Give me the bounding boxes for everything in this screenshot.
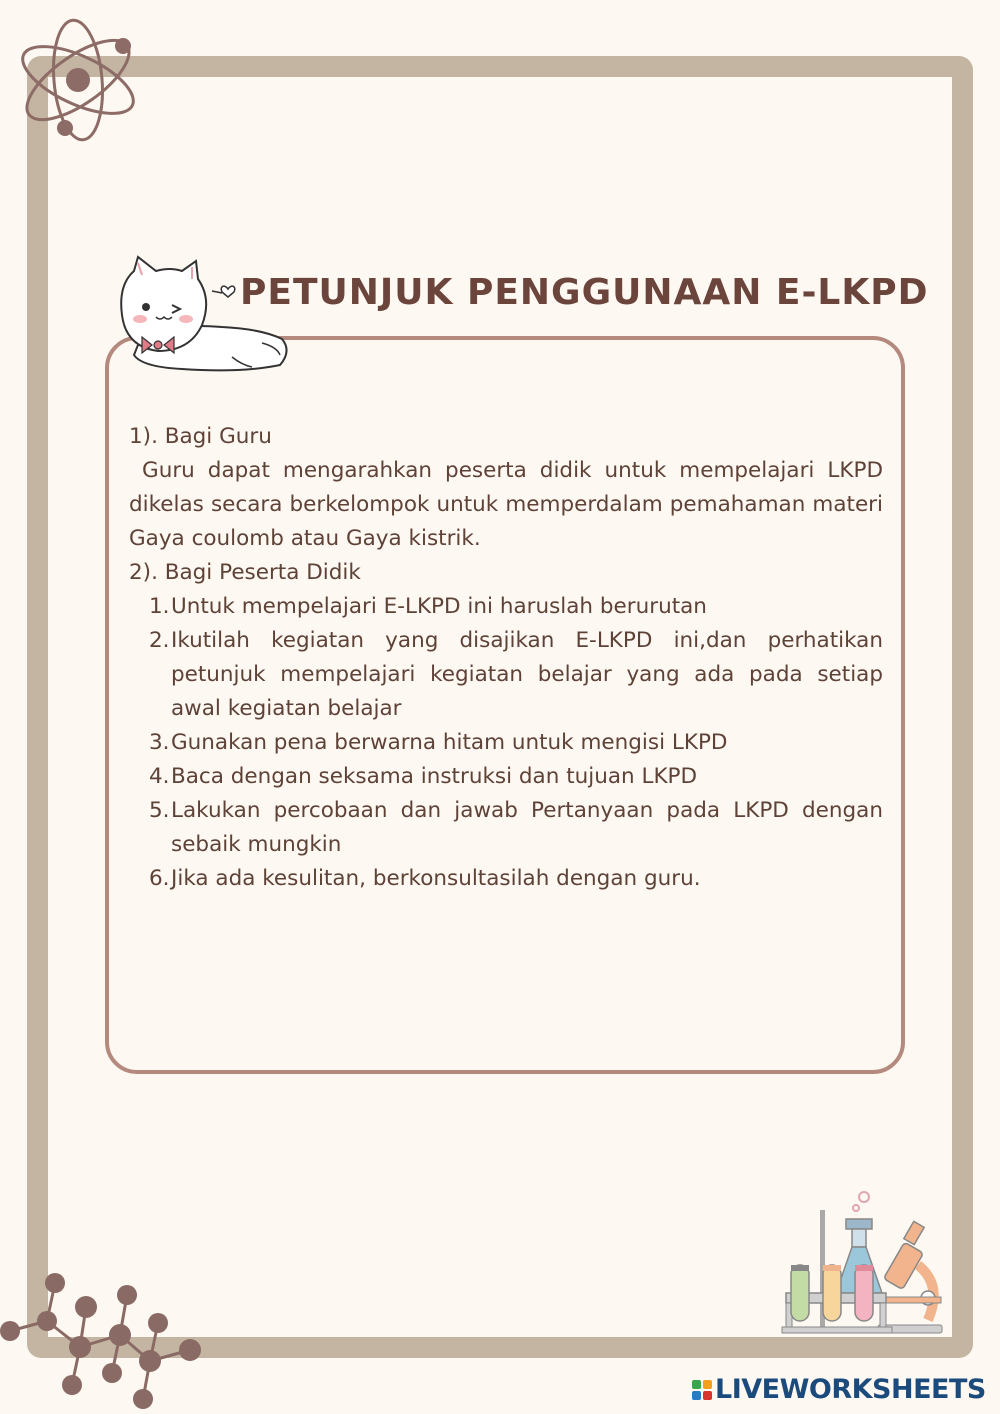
liveworksheets-logo bbox=[692, 1380, 712, 1400]
molecule-icon bbox=[0, 1265, 215, 1414]
lab-equipment-icon bbox=[778, 1185, 950, 1335]
list-item: 5. Lakukan percobaan dan jawab Pertanyaan pada LKPD dengan sebaik mungkin bbox=[149, 798, 883, 857]
cat-illustration bbox=[112, 255, 292, 380]
list-item: 4. Baca dengan seksama instruksi dan tujuan LKPD bbox=[149, 764, 698, 789]
list-item: 2. Ikutilah kegiatan yang disajikan E-LKPD ini,dan perhatikan petunjuk mempelajari kegiatan belajar yang ada pada setiap awal kegiatan belajar bbox=[149, 628, 883, 721]
liveworksheets-watermark[interactable] bbox=[692, 1374, 986, 1405]
teacher-heading: 1). Bagi Guru bbox=[129, 424, 272, 449]
student-instructions-list bbox=[129, 590, 883, 896]
page-title: PETUNJUK PENGGUNAAN E-LKPD bbox=[240, 272, 929, 313]
list-item: 3. Gunakan pena berwarna hitam untuk mengisi LKPD bbox=[149, 730, 728, 755]
student-heading: 2). Bagi Peserta Didik bbox=[129, 560, 361, 585]
list-item: 1. Untuk mempelajari E-LKPD ini haruslah berurutan bbox=[149, 594, 707, 619]
atom-icon bbox=[10, 18, 146, 148]
teacher-text: Guru dapat mengarahkan peserta didik untuk mempelajari LKPD dikelas secara berkelompok untuk memperdalam pemahaman materi Gaya coulomb atau Gaya kistrik. bbox=[129, 458, 884, 551]
watermark-text: LIVEWORKSHEETS bbox=[715, 1374, 986, 1405]
list-item: 6. Jika ada kesulitan, berkonsultasilah dengan guru. bbox=[149, 866, 701, 891]
instructions-content bbox=[129, 420, 883, 896]
